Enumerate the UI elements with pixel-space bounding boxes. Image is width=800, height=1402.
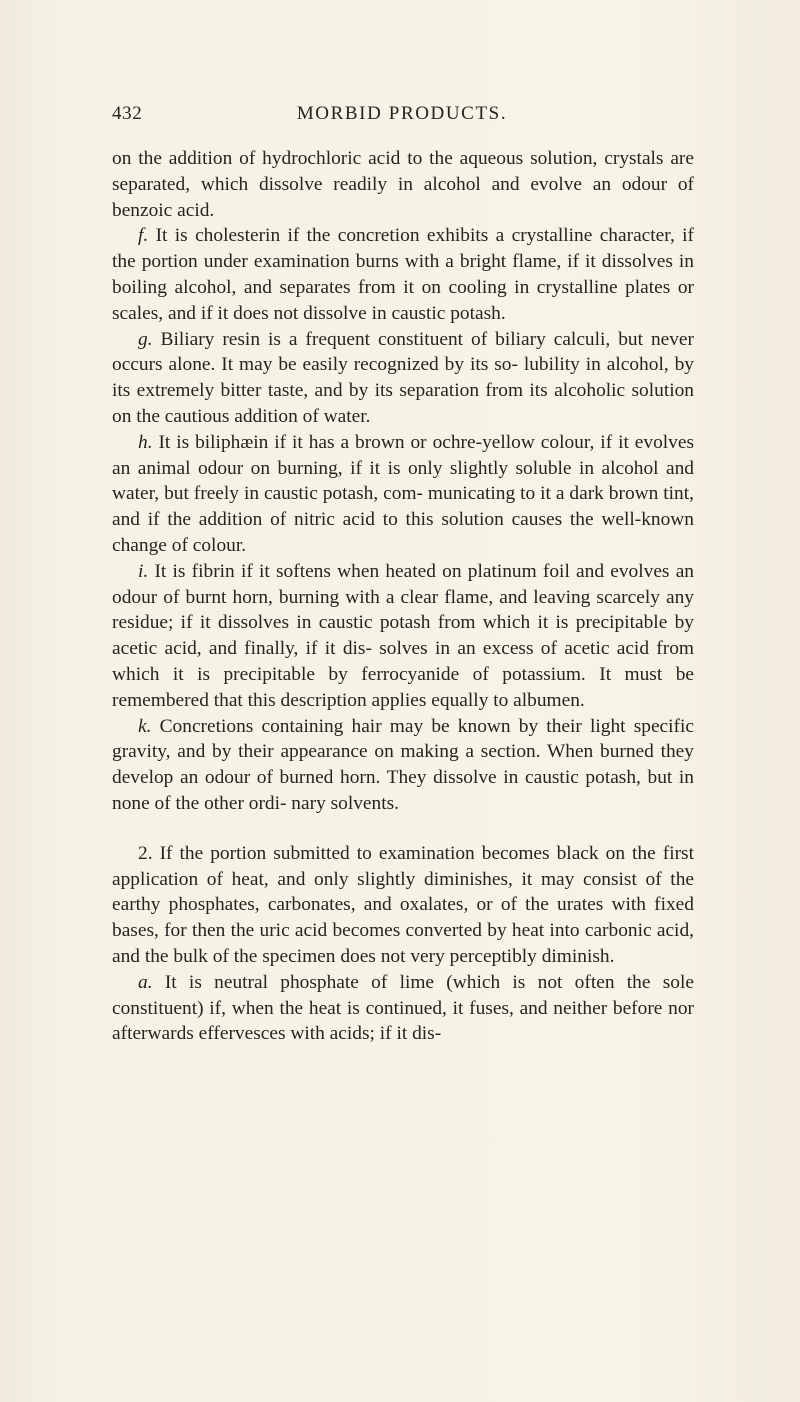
paragraph-mark: k. <box>138 715 152 737</box>
paragraph-section-2 <box>112 841 694 970</box>
paragraph-continuation <box>112 146 694 223</box>
paragraph-k <box>112 714 694 817</box>
paragraph-f <box>112 223 694 326</box>
paragraph-g <box>112 327 694 430</box>
paragraph-mark: f. <box>138 225 149 247</box>
running-head <box>112 101 692 127</box>
paragraph-text: It is neutral phosphate of lime (which is not often the sole constituent) if, when the heat is continued, it fuses, and neither before nor afterwards effervesces with acids; if it dis- <box>112 971 694 1045</box>
paragraph-text: It is biliphæin if it has a brown or ochre-yellow colour, if it evolves an animal odour on burning, if it is only slightly soluble in alcohol and water, but freely in caustic potash, com- municating to it a dark brown tint, and if the addition of nitric acid to this solution causes the well-known change of colour. <box>112 431 694 556</box>
paragraph-text: It is cholesterin if the concretion exhibits a crystalline character, if the portion under examination burns with a bright flame, if it dissolves in boiling alcohol, and separates from it on cooling in crystalline plates or scales, and if it does not dissolve in caustic potash. <box>112 225 694 324</box>
paragraph-text: 2. If the portion submitted to examination becomes black on the first application of heat, and only slightly diminishes, it may consist of the earthy phosphates, carbonates, and oxalates, or of the urates with fixed bases, for then the uric acid becomes converted by heat into carbonic acid, and the bulk of the specimen does not very perceptibly diminish. <box>112 842 694 967</box>
paragraph-mark: a. <box>138 971 153 993</box>
paragraph-h <box>112 430 694 559</box>
page-title: MORBID PRODUCTS. <box>296 103 508 124</box>
paragraph-mark: h. <box>138 431 153 453</box>
body-text <box>112 146 694 1047</box>
paragraph-text: on the addition of hydrochloric acid to the aqueous solution, crystals are separated, which dissolve readily in alcohol and evolve an odour of benzoic acid. <box>112 148 694 221</box>
paragraph-mark: g. <box>138 328 153 350</box>
paragraph-a <box>112 970 694 1047</box>
paragraph-text: Biliary resin is a frequent constituent of biliary calculi, but never occurs alone. It may be easily recognized by its so- lubility in alcohol, by its extremely bitter taste, and by its separation from its alcoholic solution on the cautious addition of water. <box>112 328 694 427</box>
paragraph-mark: i. <box>138 560 149 582</box>
page-number: 432 <box>112 103 143 124</box>
paragraph-text: Concretions containing hair may be known by their light specific gravity, and by their appearance on making a section. When burned they develop an odour of burned horn. They dissolve in caustic potash, but in none of the other ordi- nary solvents. <box>112 715 694 814</box>
paragraph-text: It is fibrin if it softens when heated on platinum foil and evolves an odour of burnt horn, burning with a clear flame, and leaving scarcely any residue; if it dissolves in caustic potash from which it is precipitable by acetic acid, and finally, if it dis- solves in an excess of acetic acid from which it is precipitable by ferrocyanide of potassium. It must be remembered that this description applies equally to albumen. <box>112 560 694 711</box>
paragraph-i <box>112 559 694 714</box>
